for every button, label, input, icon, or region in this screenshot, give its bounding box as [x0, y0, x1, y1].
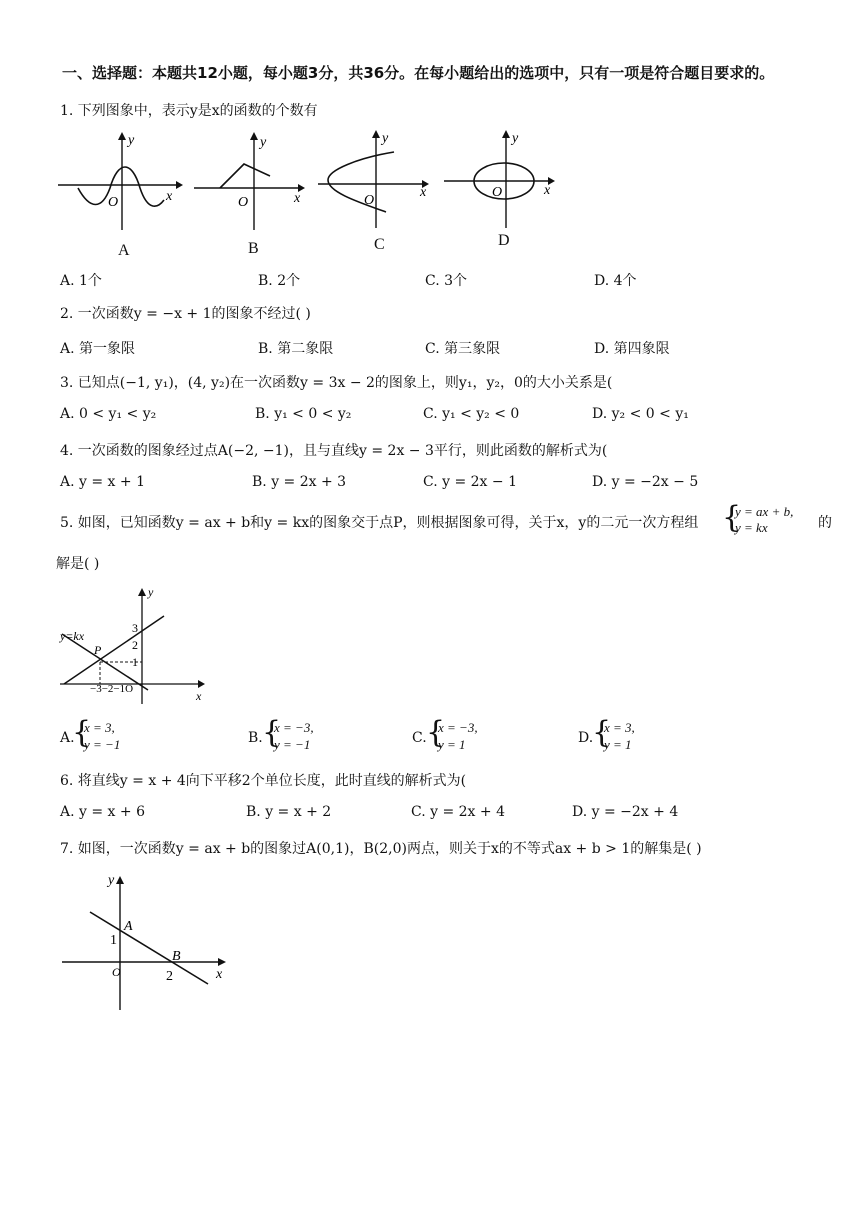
- q5-system-brace: {: [722, 500, 742, 535]
- q1-graph-label-b: B: [248, 240, 259, 257]
- q5-system-line-1: y = ax + b,: [735, 504, 794, 519]
- q1-graph-label-d: D: [498, 232, 510, 249]
- question-6-stem: 6. 将直线y = x + 4向下平移2个单位长度，此时直线的解析式为(: [60, 773, 467, 789]
- svg-text:x: x: [196, 689, 202, 703]
- svg-text:3: 3: [132, 621, 138, 635]
- q5-line-label: y=kx: [60, 629, 85, 643]
- q7-point-b: B: [172, 949, 181, 964]
- q1-graph-d: [444, 128, 564, 238]
- q2-option-a: A. 第一象限: [60, 341, 136, 357]
- q1-graph-label-c: C: [374, 236, 385, 253]
- svg-text:y: y: [148, 585, 154, 599]
- q5-system-line-2: y = kx: [735, 520, 768, 535]
- q4-option-a: A. y = x + 1: [60, 474, 145, 490]
- q1-graph-a: [58, 130, 188, 240]
- q7-graph: [60, 872, 240, 1012]
- svg-text:x: x: [216, 967, 223, 982]
- q3-option-c: C. y₁ < y₂ < 0: [423, 406, 520, 422]
- q4-option-b: B. y = 2x + 3: [252, 474, 347, 490]
- q1-option-c: C. 3个: [425, 273, 468, 289]
- q1-a-axis-x: x: [166, 189, 173, 204]
- section-title: 一、选择题：本题共12小题，每小题3分，共36分。在每小题给出的选项中，只有一项是符合题目要求的。: [62, 64, 775, 82]
- question-3-stem: 3. 已知点(−1, y₁)，(4, y₂)在一次函数y = 3x − 2的图象上，则y₁，y₂，0的大小关系是(: [60, 375, 613, 391]
- q7-point-a: A: [124, 919, 133, 934]
- q4-option-c: C. y = 2x − 1: [423, 474, 517, 490]
- svg-text:x: x: [294, 191, 301, 206]
- q2-option-d: D. 第四象限: [594, 341, 670, 357]
- q6-option-d: D. y = −2x + 4: [572, 804, 679, 820]
- q2-option-b: B. 第二象限: [258, 341, 334, 357]
- q3-option-d: D. y₂ < 0 < y₁: [592, 406, 689, 422]
- q5-stem-line-2: 解是( ): [56, 556, 100, 572]
- q5-graph: [60, 585, 210, 708]
- svg-text:y: y: [382, 131, 389, 146]
- q3-option-a: A. 0 < y₁ < y₂: [60, 406, 157, 422]
- q1-option-b: B. 2个: [258, 273, 301, 289]
- question-1-stem: 1. 下列图象中，表示y是x的函数的个数有: [60, 103, 318, 119]
- q3-option-b: B. y₁ < 0 < y₂: [255, 406, 352, 422]
- svg-text:−3−2−1O: −3−2−1O: [90, 683, 134, 695]
- q1-graph-b: [194, 130, 314, 240]
- svg-text:O: O: [364, 193, 375, 208]
- svg-text:1: 1: [132, 655, 138, 669]
- svg-text:1: 1: [110, 933, 117, 948]
- q1-option-a: A. 1个: [60, 273, 102, 289]
- svg-text:y: y: [512, 131, 519, 146]
- q5-point-label: P: [94, 643, 102, 657]
- q1-a-origin: O: [108, 195, 119, 210]
- question-5-stem: 5. 如图，已知函数y = ax + b和y = kx的图象交于点P，则根据图象可得，关于x，y的二元一次方程组: [60, 515, 699, 531]
- question-4-stem: 4. 一次函数的图象经过点A(−2, −1)，且与直线y = 2x − 3平行，则此函数的解析式为(: [60, 443, 608, 459]
- svg-text:x: x: [420, 185, 427, 200]
- svg-text:O: O: [238, 195, 249, 210]
- q6-option-b: B. y = x + 2: [246, 804, 332, 820]
- q2-option-c: C. 第三象限: [425, 341, 501, 357]
- question-7-stem: 7. 如图，一次函数y = ax + b的图象过A(0,1)，B(2,0)两点，则关于x的不等式ax + b > 1的解集是( ): [60, 841, 702, 857]
- svg-text:O: O: [492, 185, 503, 200]
- svg-text:2: 2: [166, 969, 173, 984]
- q6-option-c: C. y = 2x + 4: [411, 804, 505, 820]
- svg-text:O: O: [112, 965, 121, 979]
- q1-graph-c: [318, 128, 438, 238]
- svg-text:y: y: [108, 873, 115, 888]
- q1-option-d: D. 4个: [594, 273, 637, 289]
- q6-option-a: A. y = x + 6: [60, 804, 145, 820]
- q1-a-axis-y: y: [128, 133, 135, 148]
- question-2-stem: 2. 一次函数y = −x + 1的图象不经过( ): [60, 306, 311, 322]
- svg-text:2: 2: [132, 638, 138, 652]
- q5-stem-end: 的: [818, 515, 832, 531]
- q4-option-d: D. y = −2x − 5: [592, 474, 699, 490]
- svg-text:y: y: [260, 135, 267, 150]
- svg-text:x: x: [544, 183, 551, 198]
- q1-graph-label-a: A: [118, 242, 130, 259]
